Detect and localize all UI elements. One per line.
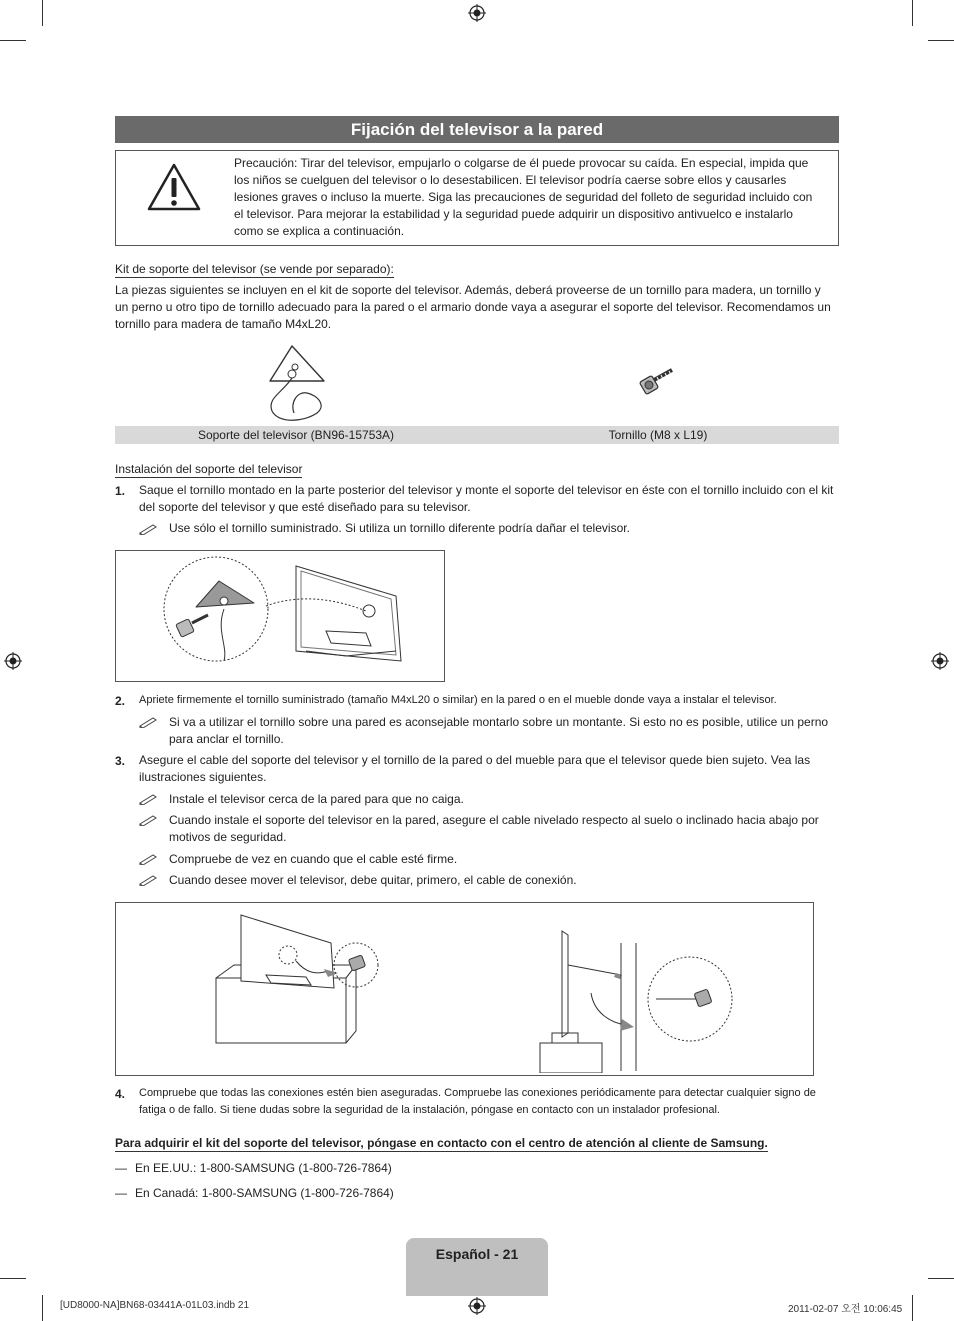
note-pencil-icon	[139, 523, 157, 535]
caution-text	[234, 155, 814, 240]
note-pencil-icon	[139, 814, 157, 826]
step-text: Apriete firmemente el tornillo suministrado (tamaño M4xL20 o similar) en la pared o en el mueble donde vaya a instalar el televisor.	[139, 694, 777, 706]
contact-heading: Para adquirir el kit del soporte del televisor, póngase en contacto con el centro de atención al cliente de Samsung.	[115, 1136, 768, 1150]
step-note: Si va a utilizar el tornillo sobre una pared es aconsejable montarlo sobre un montante. Si esto no es posible, utilice un perno para anclar el tornillo.	[169, 715, 829, 746]
registration-mark-icon	[4, 652, 22, 670]
note-pencil-icon	[139, 874, 157, 886]
screw-illustration	[638, 364, 676, 400]
registration-mark-icon	[468, 1297, 486, 1315]
step-note: Cuando desee mover el televisor, debe quitar, primero, el cable de conexión.	[169, 873, 577, 887]
screw-label: Tornillo (M8 x L19)	[608, 428, 708, 442]
step-text: Compruebe que todas las conexiones estén bien aseguradas. Compruebe las conexiones periódicamente para detectar cualquier signo de fatiga o de fallo. Si tiene dudas sobre la seguridad de la instalación, póngase en contacto con un instalador profesional.	[139, 1087, 816, 1116]
crop-mark	[912, 0, 913, 26]
install-heading: Instalación del soporte del televisor	[115, 462, 303, 476]
page-number: Español - 21	[435, 1246, 519, 1262]
crop-mark	[0, 40, 26, 41]
caution-label: Precaución	[234, 156, 295, 170]
warning-triangle-icon	[146, 162, 202, 212]
crop-mark	[912, 1295, 913, 1321]
note-pencil-icon	[139, 716, 157, 728]
contact-usa: En EE.UU.: 1-800-SAMSUNG (1-800-726-7864)	[135, 1161, 392, 1175]
contact-dash: —	[115, 1186, 127, 1200]
crop-mark	[0, 1278, 26, 1279]
step-number: 1.	[115, 484, 126, 498]
registration-mark-icon	[931, 652, 949, 670]
page-title: Fijación del televisor a la pared	[115, 116, 839, 143]
kit-heading: Kit de soporte del televisor (se vende por separado):	[115, 262, 394, 276]
step-note: Instale el televisor cerca de la pared para que no caiga.	[169, 792, 464, 806]
crop-mark	[928, 1278, 954, 1279]
step-note: Cuando instale el soporte del televisor en la pared, asegure el cable nivelado respecto al suelo o inclinado hacia abajo por motivos de seguridad.	[169, 813, 819, 844]
note-pencil-icon	[139, 853, 157, 865]
file-info: [UD8000-NA]BN68-03441A-01L03.indb 21	[60, 1300, 250, 1311]
registration-mark-icon	[468, 4, 486, 22]
step-text: Saque el tornillo montado en la parte posterior del televisor y monte el soporte del televisor en éste con el tornillo incluido con el kit del soporte del televisor y que esté diseñado para su televisor.	[139, 483, 834, 514]
step-text: Asegure el cable del soporte del televisor y el tornillo de la pared o del mueble para que el televisor quede bien sujeto. Vea las ilustraciones siguientes.	[139, 753, 811, 784]
tv-holder-illustration	[262, 343, 328, 423]
secure-cable-diagram	[116, 903, 811, 1073]
contact-canada: En Canadá: 1-800-SAMSUNG (1-800-726-7864)	[135, 1186, 394, 1200]
crop-mark	[928, 40, 954, 41]
step-number: 2.	[115, 694, 126, 708]
holder-label: Soporte del televisor (BN96-15753A)	[197, 428, 395, 442]
crop-mark	[42, 0, 43, 26]
step-number: 4.	[115, 1087, 126, 1101]
attach-holder-diagram	[116, 551, 442, 679]
crop-mark	[42, 1295, 43, 1321]
step-note: Use sólo el tornillo suministrado. Si utiliza un tornillo diferente podría dañar el televisor.	[169, 521, 630, 535]
note-pencil-icon	[139, 793, 157, 805]
print-timestamp: 2011-02-07 오전 10:06:45	[788, 1304, 903, 1315]
step-note: Compruebe de vez en cuando que el cable esté firme.	[169, 852, 458, 866]
contact-dash: —	[115, 1161, 127, 1175]
caution-body: : Tirar del televisor, empujarlo o colgarse de él puede provocar su caída. En especial, impida que los niños se cuelguen del televisor o lo desestabilicen. El televisor podría caerse sobre ellos y causarles lesiones graves o incluso la muerte. Siga las precauciones de seguridad del folleto de seguridad incluido con el televisor. Para mejorar la estabilidad y la seguridad puede adquirir un dispositivo antivuelco e instalarlo como se explica a continuación.	[234, 156, 813, 238]
step-number: 3.	[115, 754, 126, 768]
kit-text: La piezas siguientes se incluyen en el kit de soporte del televisor. Además, deberá proveerse de un tornillo para madera, un tornillo y un perno u otro tipo de tornillo adecuado para la pared o el armario donde vaya a asegurar el soporte del televisor. Recomendamos un tornillo para madera de tamaño M4xL20.	[115, 283, 831, 331]
